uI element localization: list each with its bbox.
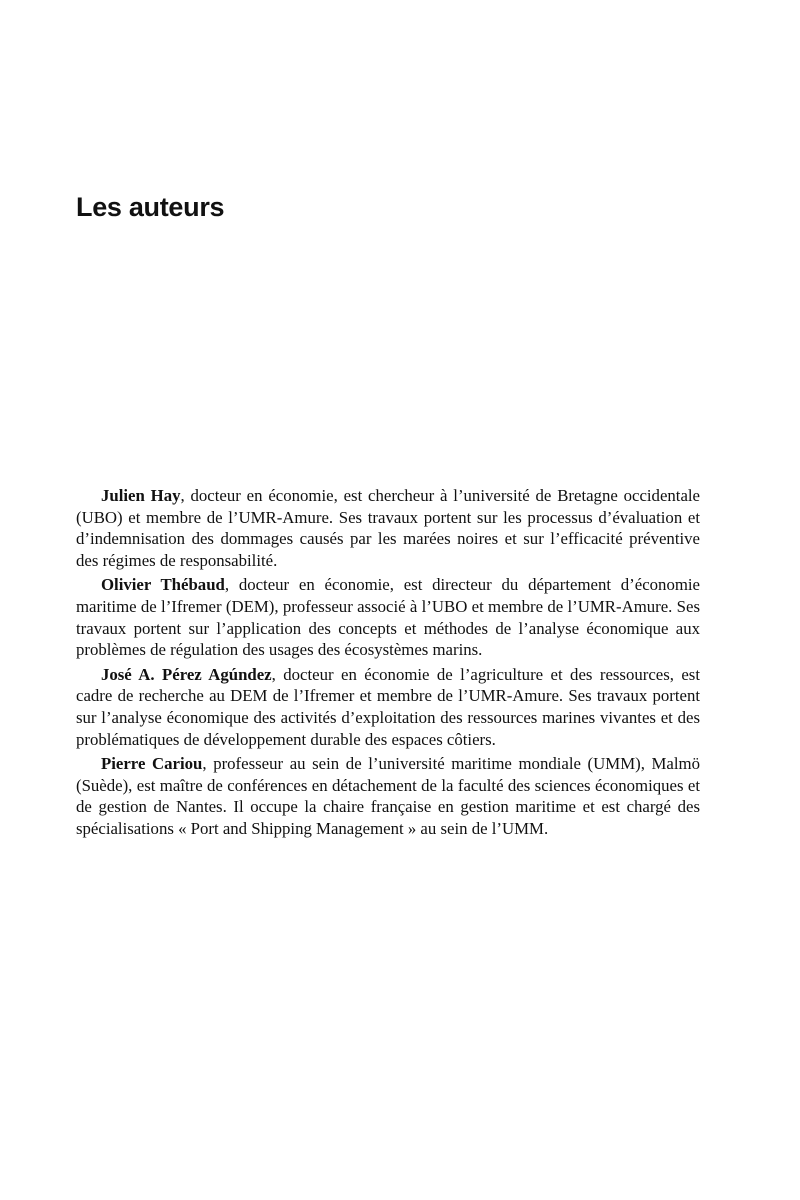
page-title: Les auteurs [76,192,225,222]
author-bio-cariou [76,753,700,839]
author-bios [76,485,700,843]
author-description: , professeur au sein de l’université maritime mondiale (UMM), Malmö (Suède), est maître de conférences en détachement de la faculté des sciences économiques et de gestion de Nantes. Il occupe la chaire française en gestion maritime et est chargé des spécialisations « Port and Shipping Management » au sein de l’UMM. [76,754,700,838]
author-name: Olivier Thébaud [101,575,225,595]
author-description: , docteur en économie, est chercheur à l’université de Bretagne occidentale (UBO) et membre de l’UMR-Amure. Ses travaux portent sur les processus d’évaluation et d’indemnisation des dommages causés par les marées noires et sur l’efficacité préventive des régimes de responsabilité. [76,486,701,570]
author-bio-thebaud [76,574,700,660]
author-description: , docteur en économie de l’agriculture et des ressources, est cadre de recherche au DEM de l’Ifremer et membre de l’UMR-Amure. Ses travaux portent sur l’analyse économique des activités d’exploitation des ressources marines vivantes et des problématiques de développement durable des espaces côtiers. [76,664,701,749]
author-name: Julien Hay [101,486,181,505]
author-bio-perez-agundez [76,664,700,750]
author-name: José A. Pérez Agúndez [101,664,272,684]
author-name: Pierre Cariou [101,754,203,774]
author-description: , docteur en économie, est directeur du département d’économie maritime de l’Ifremer (DEM), professeur associé à l’UBO et membre de l’UMR-Amure. Ses travaux portent sur l’application des concepts et méthodes de l’analyse économique aux problèmes de régulation des usages des écosystèmes marins. [76,575,700,660]
author-bio-hay [76,485,700,571]
